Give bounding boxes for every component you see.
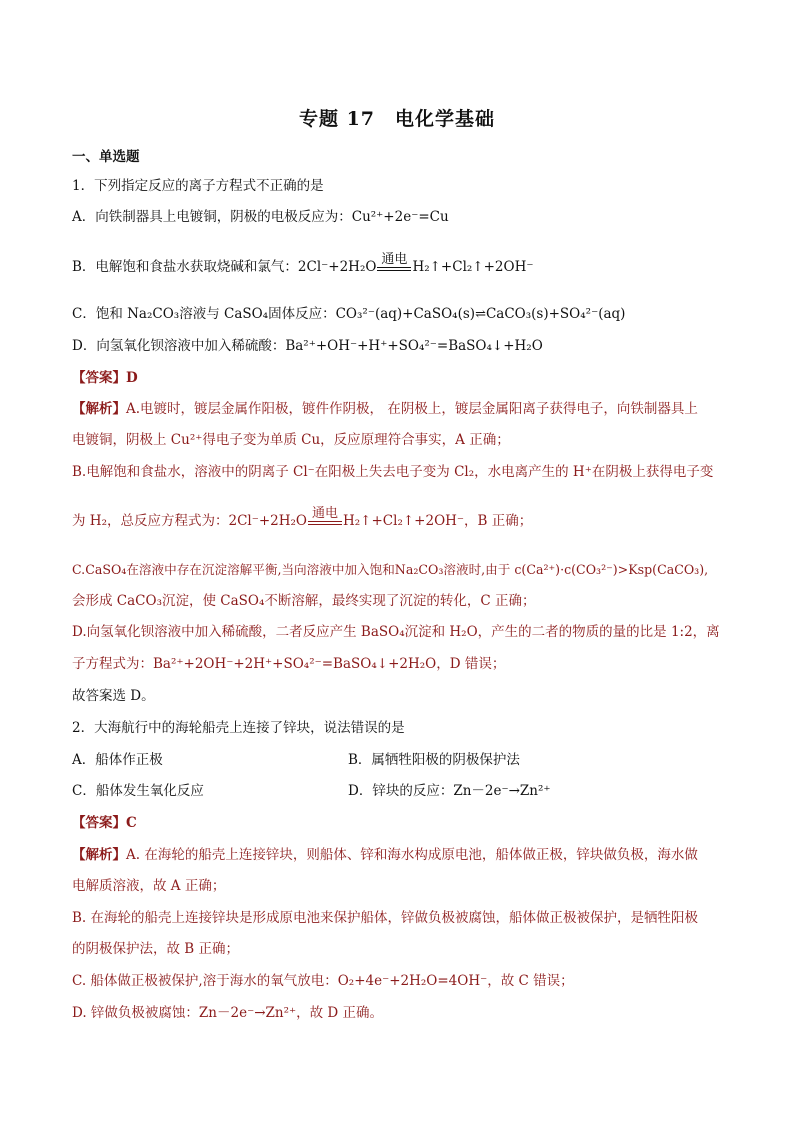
analysis-text: A.电镀时，镀层金属作阳极，镀件作阴极， 在阴极上，镀层金属阳离子获得电子，向铁制器具上 — [126, 401, 698, 417]
q2-analysis-line — [72, 846, 732, 864]
q1-answer — [72, 369, 732, 387]
q2-option-a: A．船体作正极 — [72, 752, 163, 768]
q1-analysis-line: D.向氢氧化钡溶液中加入稀硫酸，二者反应产生 BaSO₄沉淀和 H₂O，产生的二者的物质的量的比是 1:2，离 — [72, 624, 720, 640]
q1-analysis-line — [72, 506, 732, 530]
q2-stem: 2．大海航行中的海轮船壳上连接了锌块，说法错误的是 — [72, 720, 405, 736]
q1-analysis-line: 会形成 CaCO₃沉淀，使 CaSO₄不断溶解，最终实现了沉淀的转化，C 正确； — [72, 593, 536, 609]
answer-label: 【答案】 — [72, 815, 126, 831]
electrolysis-condition — [307, 506, 343, 525]
analysis-text: A. 在海轮的船壳上连接锌块，则船体、锌和海水构成原电池，船体做正极，锌块做负极，海水做 — [126, 847, 698, 863]
q2-options-row-1 — [72, 751, 732, 769]
page-title: 专题 17 电化学基础 — [298, 108, 496, 130]
q2-analysis-line: 电解质溶液，故 A 正确； — [72, 878, 226, 894]
q2-analysis-line: D. 锌做负极被腐蚀：Zn－2e⁻→Zn²⁺，故 D 正确。 — [72, 1005, 384, 1021]
q1-option-a: A．向铁制器具上电镀铜，阴极的电极反应为：Cu²⁺+2e⁻=Cu — [72, 209, 449, 225]
q1-analysis-line: C.CaSO₄在溶液中存在沉淀溶解平衡,当向溶液中加入饱和Na₂CO₃溶液时,由于 c(Ca²⁺)·c(CO₃²⁻)>Ksp(CaCO₃), — [72, 562, 709, 577]
analysis-label: 【解析】 — [72, 401, 126, 417]
q1-analysis-line: 电镀铜，阴极上 Cu²⁺得电子变为单质 Cu，反应原理符合事实，A 正确； — [72, 432, 510, 448]
analysis-text: H₂↑+Cl₂↑+2OH⁻，B 正确； — [343, 513, 533, 529]
q1-analysis-line — [72, 400, 732, 418]
q2-analysis-line: C. 船体做正极被保护,溶于海水的氧气放电：O₂+4e⁻+2H₂O=4OH⁻，故 C 错误； — [72, 973, 574, 989]
q1-option-b — [72, 252, 732, 276]
equals-bar-bottom — [377, 270, 411, 271]
answer-value: D — [126, 370, 138, 386]
equilibrium-arrow-icon: ⇌ — [475, 307, 486, 322]
q2-option-d: D．锌块的反应：Zn－2e⁻→Zn²⁺ — [348, 783, 551, 799]
q2-option-c: C．船体发生氧化反应 — [72, 783, 204, 799]
q1-analysis-line: B.电解饱和食盐水，溶液中的阴离子 Cl⁻在阳极上失去电子变为 Cl₂，水电离产生的 H⁺在阴极上获得电子变 — [72, 464, 714, 480]
answer-value: C — [126, 815, 137, 831]
q1-option-d: D．向氢氧化钡溶液中加入稀硫酸：Ba²⁺+OH⁻+H⁺+SO₄²⁻=BaSO₄↓+H₂O — [72, 338, 543, 354]
answer-label: 【答案】 — [72, 370, 126, 386]
q1-option-c-right: CaCO₃(s)+SO₄²⁻(aq) — [485, 306, 626, 322]
q2-analysis-line: B. 在海轮的船壳上连接锌块是形成原电池来保护船体，锌做负极被腐蚀，船体做正极被保护，是牺牲阳极 — [72, 910, 699, 926]
q1-option-c — [72, 305, 732, 324]
q1-option-b-right: H₂↑+Cl₂↑+2OH⁻ — [412, 259, 534, 275]
section-heading: 一、单选题 — [72, 149, 140, 165]
q1-option-c-left: C．饱和 Na₂CO₃溶液与 CaSO₄固体反应：CO₃²⁻(aq)+CaSO₄(s) — [72, 306, 476, 322]
electrolysis-label: 通电 — [311, 506, 338, 521]
q1-stem: 1．下列指定反应的离子方程式不正确的是 — [72, 178, 324, 194]
electrolysis-condition — [376, 252, 412, 271]
q1-option-b-left: B．电解饱和食盐水获取烧碱和氯气：2Cl⁻+2H₂O — [72, 259, 377, 275]
analysis-label: 【解析】 — [72, 847, 126, 863]
equals-bar-bottom — [308, 524, 342, 525]
q2-answer — [72, 814, 732, 832]
q1-conclusion: 故答案选 D。 — [72, 688, 155, 704]
electrolysis-label: 通电 — [381, 252, 408, 267]
q2-options-row-2 — [72, 782, 732, 800]
analysis-text: 为 H₂，总反应方程式为：2Cl⁻+2H₂O — [72, 513, 307, 529]
q2-option-b: B．属牺牲阳极的阴极保护法 — [348, 752, 520, 768]
q2-analysis-line: 的阴极保护法，故 B 正确； — [72, 941, 240, 957]
q1-analysis-line: 子方程式为：Ba²⁺+2OH⁻+2H⁺+SO₄²⁻=BaSO₄↓+2H₂O，D 错误； — [72, 656, 506, 672]
